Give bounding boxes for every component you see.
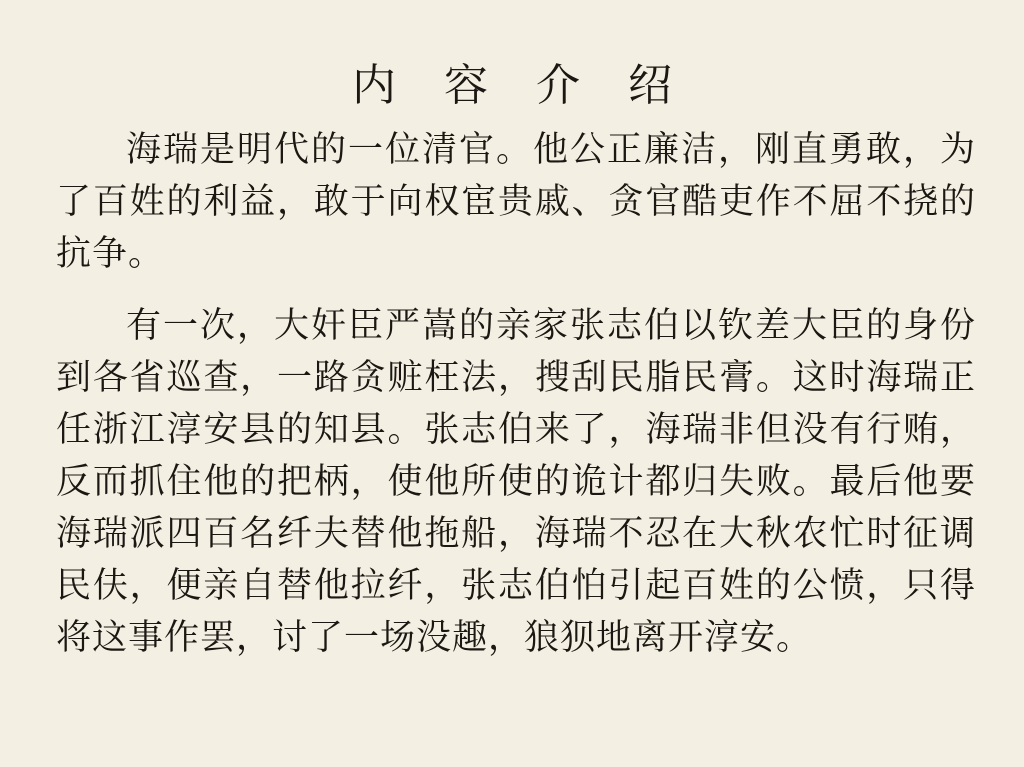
title-char: 介 xyxy=(536,60,580,111)
paragraph-story: 有一次，大奸臣严嵩的亲家张志伯以钦差大臣的身份到各省巡查，一路贪赃枉法，搜刮民脂民膏。这时海瑞正任浙江淳安县的知县。张志伯来了，海瑞非但没有行贿，反而抓住他的把柄，使他所使的诡计都归失败。最后他要海瑞派四百名纤夫替他拖船，海瑞不忍在大秋农忙时征调民伕，便亲自替他拉纤，张志伯怕引起百姓的公愤，只得将这事作罢，讨了一场没趣，狼狈地离开淳安。 xyxy=(56,306,976,658)
title-char: 内 xyxy=(352,60,396,111)
paragraph-intro: 海瑞是明代的一位清官。他公正廉洁，刚直勇敢，为了百姓的利益，敢于向权宦贵戚、贪官酷吏作不屈不挠的抗争。 xyxy=(56,130,976,274)
title-char: 绍 xyxy=(628,60,672,111)
body-text xyxy=(56,124,976,664)
title-char: 容 xyxy=(444,60,488,111)
page-title xyxy=(0,56,1024,116)
